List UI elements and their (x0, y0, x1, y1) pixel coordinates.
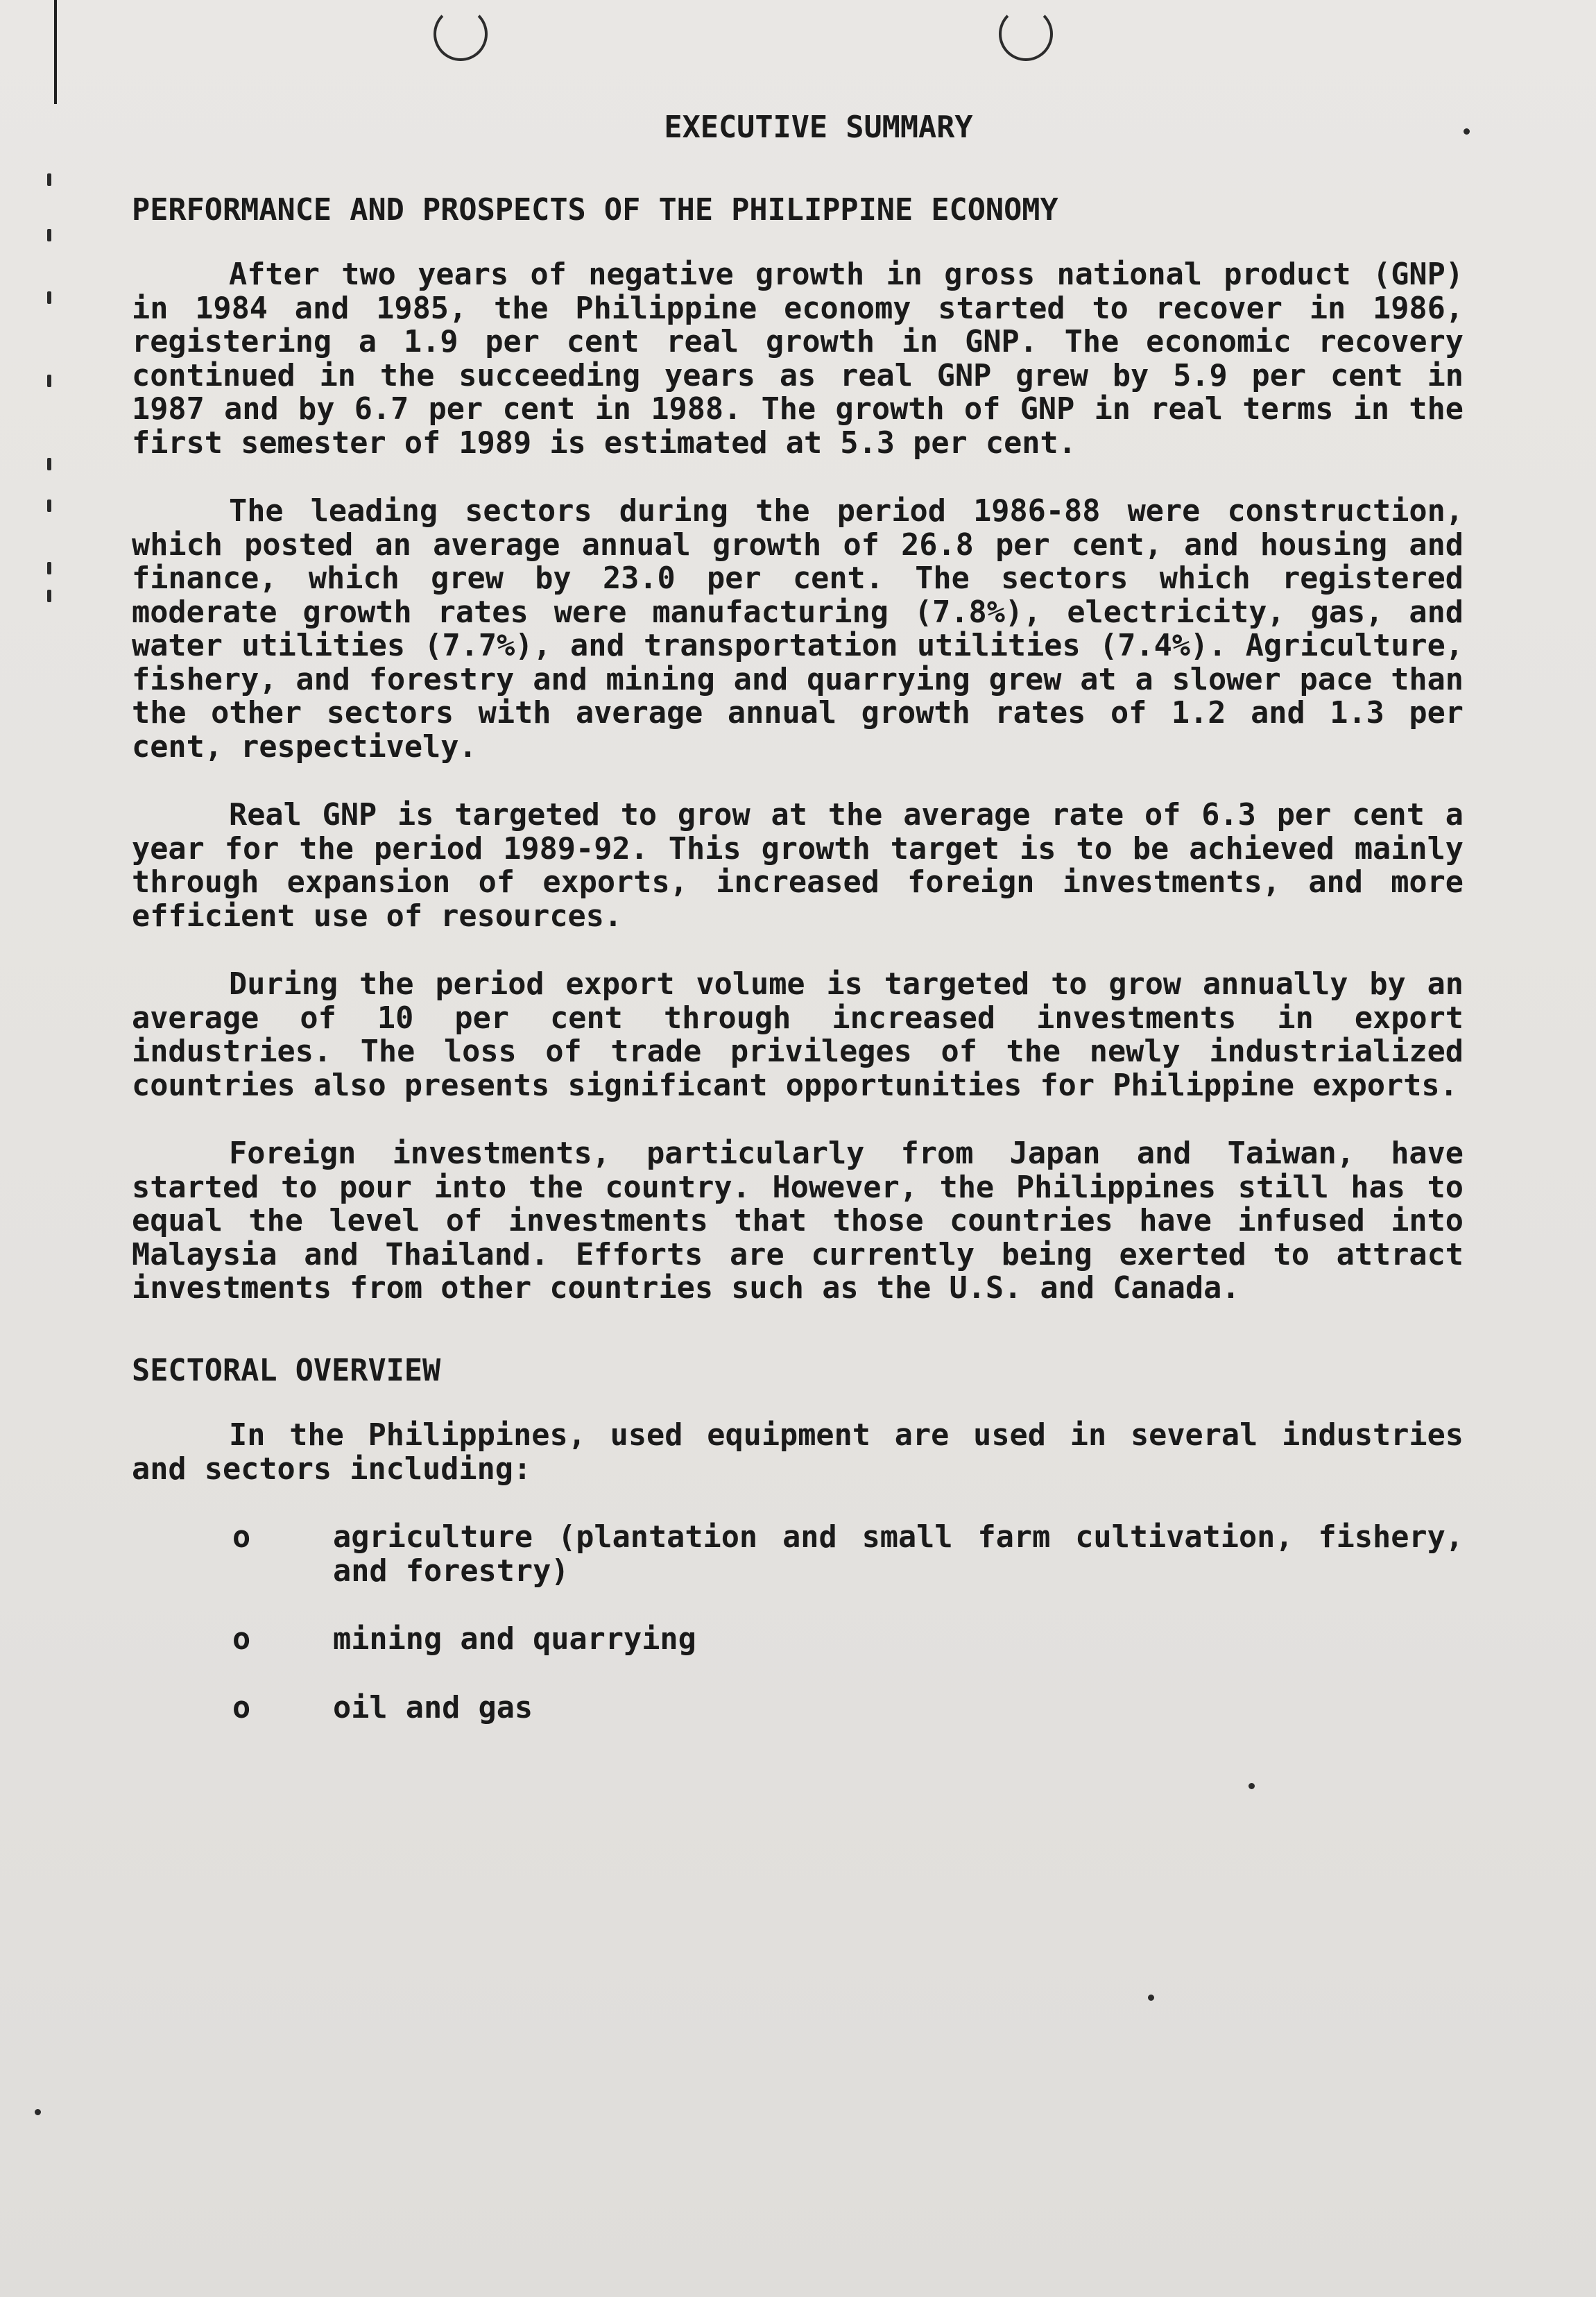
paragraph: The leading sectors during the period 1986-88 were construction, which posted an average annual growth of 26.8 per cent, and housing and finance, which grew by 23.0 per cent. The sectors which registered moderate growth rates were manufacturing (7.8%), electricity, gas, and water utilities (7.7%), and transportation utilities (7.4%). Agriculture, fishery, and forestry and mining and quarrying grew at a slower pace than the other sectors with average annual growth rates of 1.2 and 1.3 per cent, respectively. (132, 494, 1464, 765)
speck (1249, 1783, 1255, 1789)
list-item (132, 1521, 1464, 1588)
document-body (132, 111, 1464, 1759)
list-item-text: oil and gas (333, 1690, 533, 1725)
binder-hole-right (999, 7, 1053, 61)
speck (1464, 128, 1470, 135)
list-item-text: mining and quarrying (333, 1622, 696, 1657)
section-heading-performance: PERFORMANCE AND PROSPECTS OF THE PHILIPPINE ECONOMY (132, 192, 1058, 228)
binder-hole-left (434, 7, 488, 61)
speck (35, 2109, 41, 2115)
paragraph: In the Philippines, used equipment are used in several industries and sectors including: (132, 1418, 1464, 1487)
speck (1148, 1995, 1154, 2001)
list-item (132, 1623, 1464, 1657)
list-item (132, 1691, 1464, 1725)
page-title: EXECUTIVE SUMMARY (664, 110, 973, 145)
paragraph: After two years of negative growth in gross national product (GNP) in 1984 and 1985, the Philippine economy started to recover in 1986, registering a 1.9 per cent real growth in GNP. The economic recovery continued in the succeeding years as real GNP grew by 5.9 per cent in 1987 and by 6.7 per cent in 1988. The growth of GNP in real terms in the first semester of 1989 is estimated at 5.3 per cent. (132, 257, 1464, 461)
bullet-glyph: o (232, 1622, 251, 1657)
paragraph: Real GNP is targeted to grow at the average rate of 6.3 per cent a year for the period 1989-92. This growth target is to be achieved mainly through expansion of exports, increased foreign investments, and more efficient use of resources. (132, 798, 1464, 934)
industry-list (132, 1521, 1464, 1725)
paragraph: Foreign investments, particularly from Japan and Taiwan, have started to pour into the country. However, the Philippines still has to equal the level of investments that those countries have infused into Malaysia and Thailand. Efforts are currently being exerted to attract investments from other countries such as the U.S. and Canada. (132, 1136, 1464, 1306)
page-edge-line (54, 0, 57, 104)
section-heading-sectoral: SECTORAL OVERVIEW (132, 1353, 441, 1388)
bullet-glyph: o (232, 1520, 251, 1555)
list-item-text: agriculture (plantation and small farm cultivation, fishery, and forestry) (333, 1520, 1464, 1589)
paragraph: During the period export volume is targeted to grow annually by an average of 10 per cent through increased investments in export industries. The loss of trade privileges of the newly industrialized countries also presents significant opportunities for Philippine exports. (132, 967, 1464, 1103)
bullet-glyph: o (232, 1690, 251, 1725)
